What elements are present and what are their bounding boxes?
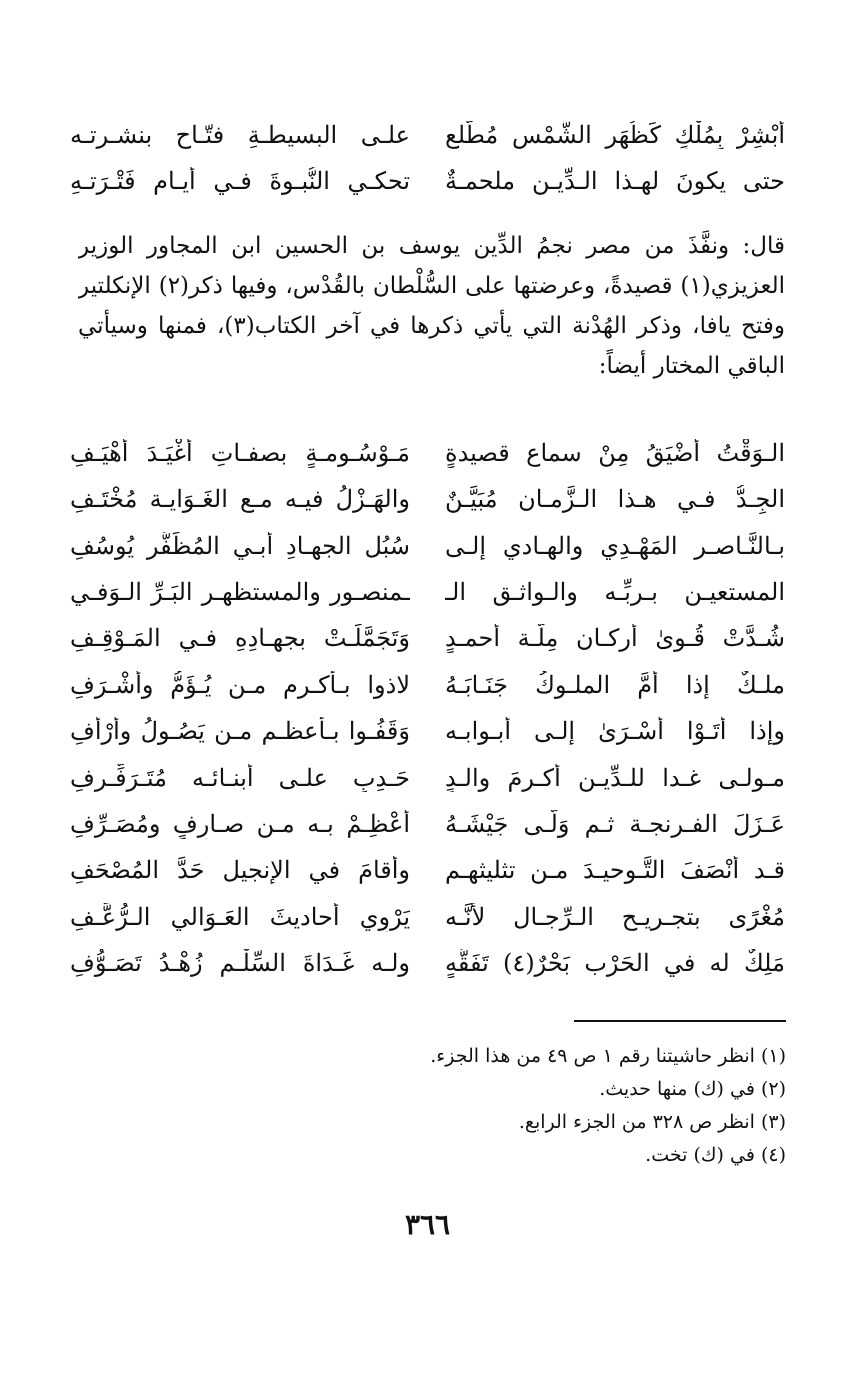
- verse-first-hemistich: بـالنَّـاصـرِ المَهْـدِي والهـادي إلـى: [445, 531, 785, 560]
- verse-second-hemistich: تحكـي النُّبـوةَ فـي أيـام فَتْـرَتـهِ: [70, 166, 410, 195]
- prose-line: قال: ونفَّذَ من مصر نجمُ الدِّين يوسف بن الحسين ابن المجاور الوزير: [78, 233, 785, 259]
- verse-second-hemistich: يَرْوِي أحاديثَ العَـوَالي الـرُّعَّـفِ: [70, 902, 410, 931]
- verse-first-hemistich: وإذا أَتَـوْا أَسْـرَىٰ إلـى أبـوابـه: [445, 717, 785, 746]
- verse-first-hemistich: الجِـدُّ فـي هـذا الـزَّمـان مُبَيَّـنٌ: [445, 485, 785, 514]
- verse-first-hemistich: المستعيـنِ بـربِّـه والـواثـقِ الـ: [445, 577, 785, 606]
- verse-second-hemistich: حَـدِبٍ علـى أبنـائـه مُتَـرَفِّـرِفِ: [70, 763, 410, 792]
- prose-line: العزيزي(١) قصيدةً، وعرضتها على السُّلْطان بالقُدْس، وفيها ذكر(٢) الإنكلتير: [78, 273, 785, 299]
- footnote: (١) انظر حاشيتنا رقم ١ ص ٤٩ من هذا الجزء.: [430, 1045, 786, 1067]
- page-number: ٣٦٦: [404, 1208, 451, 1241]
- verse-first-hemistich: مُغْرًى بتجـريـح الـرِّجـال لأنَّـه: [445, 902, 785, 931]
- verse-line: [70, 662, 785, 708]
- verse-first-hemistich: مَلِكٌ له في الحَرْب بَحْرٌ(٤) تَفَقُّهٍ: [445, 949, 785, 978]
- verse-second-hemistich: أَعْظِـمْ بـه مـن صـارِفٍ ومُصَـرِّفِ: [70, 809, 410, 838]
- prose-line: الباقي المختار أيضاً:: [598, 353, 785, 379]
- verse-second-hemistich: مَـوْسُـومـةٍ بصفـاتِ أَغْيَـدَ أَهْيَـفِ: [70, 438, 410, 467]
- footnote-separator: [574, 1020, 786, 1022]
- verse-first-hemistich: عَـزَلَ الفـرنجـة ثـم وَلَّـى جَيْشَـهُ: [445, 809, 785, 838]
- verse-first-hemistich: أَبْشِرْ بِمُلْكٍ كَظُهَرِ الشَّمْس مُطَّلع: [445, 120, 785, 149]
- prose-paragraph: [78, 226, 785, 386]
- verse-line: [70, 940, 785, 986]
- verse-first-hemistich: حتى يكونَ لهـذا الـدِّيـن ملحمـةٌ: [445, 166, 785, 195]
- verse-first-hemistich: قـد أَنْصَفَ التَّـوحيـدَ مـن تثليثهـم: [445, 856, 785, 885]
- verse-line: [70, 158, 785, 204]
- footnote: (٣) انظر ص ٣٢٨ من الجزء الرابع.: [518, 1111, 786, 1133]
- verse-line: [70, 616, 785, 662]
- verse-line: [70, 801, 785, 847]
- verse-second-hemistich: ـمنصـورِ والمستظهـر البَـرِّ الـوَفـي: [70, 577, 410, 606]
- verse-first-hemistich: الـوَقْتُ أَضْيَقُ مِنْ سماعِ قصيدةٍ: [445, 438, 785, 467]
- verse-first-hemistich: مـولـى غـدا للـدِّيـن أكـرمَ والـدٍ: [445, 763, 785, 792]
- main-poem: [70, 430, 785, 987]
- verse-line: [70, 476, 785, 522]
- footnotes: [200, 1040, 786, 1172]
- verse-second-hemistich: وأقامَ في الإنجيل حَدَّ المُصْحَفِ: [70, 856, 410, 885]
- verse-line: [70, 430, 785, 476]
- verse-second-hemistich: ولـه غَـدَاةَ السِّلْـم زُهْـدُ تَصَـوُّفِ: [70, 949, 410, 978]
- verse-first-hemistich: ملـكٌ إذا أَمَّ الملـوكُ جَنَـابَـهُ: [445, 670, 785, 699]
- verse-second-hemistich: لاذوا بـأكـرم مـن يُـؤَمُّ وأَشْـرَفِ: [70, 670, 410, 699]
- prose-line: وفتح يافا، وذكر الهُدْنة التي يأتي ذكرها في آخر الكتاب(٣)، فمنها وسيأتي: [78, 313, 785, 339]
- verse-line: [70, 569, 785, 615]
- verse-line: [70, 523, 785, 569]
- verse-line: [70, 894, 785, 940]
- verse-second-hemistich: علـى البسيطـةِ فتّـاحٍ بنشـرتـه: [70, 120, 410, 149]
- verse-first-hemistich: شُـدَّتْ قُـوىٰ أركـان مِلَّـة أحمـدٍ: [445, 624, 785, 653]
- footnote: (٤) في (ك) تخت.: [645, 1144, 786, 1166]
- verse-line: [70, 848, 785, 894]
- verse-line: [70, 112, 785, 158]
- opening-poem: [70, 112, 785, 204]
- verse-second-hemistich: سُبُلِ الجهـادِ أبـي المُظَفَّرِ يُوسُفِ: [70, 531, 410, 560]
- footnote: (٢) في (ك) منها حديث.: [599, 1078, 786, 1100]
- verse-second-hemistich: وَقَفُـوا بـأعظـم مـن يَصُـولُ وأَرْأَفِ: [70, 717, 410, 746]
- verse-second-hemistich: وَتَجَمَّلَـتْ بجهـادِهِ فـي المَـوْقِـفِ: [70, 624, 410, 653]
- verse-line: [70, 708, 785, 754]
- verse-second-hemistich: والهَـزْلُ فيـه مـع الغَـوَايـة مُخْتَـفِ: [70, 485, 410, 514]
- verse-line: [70, 755, 785, 801]
